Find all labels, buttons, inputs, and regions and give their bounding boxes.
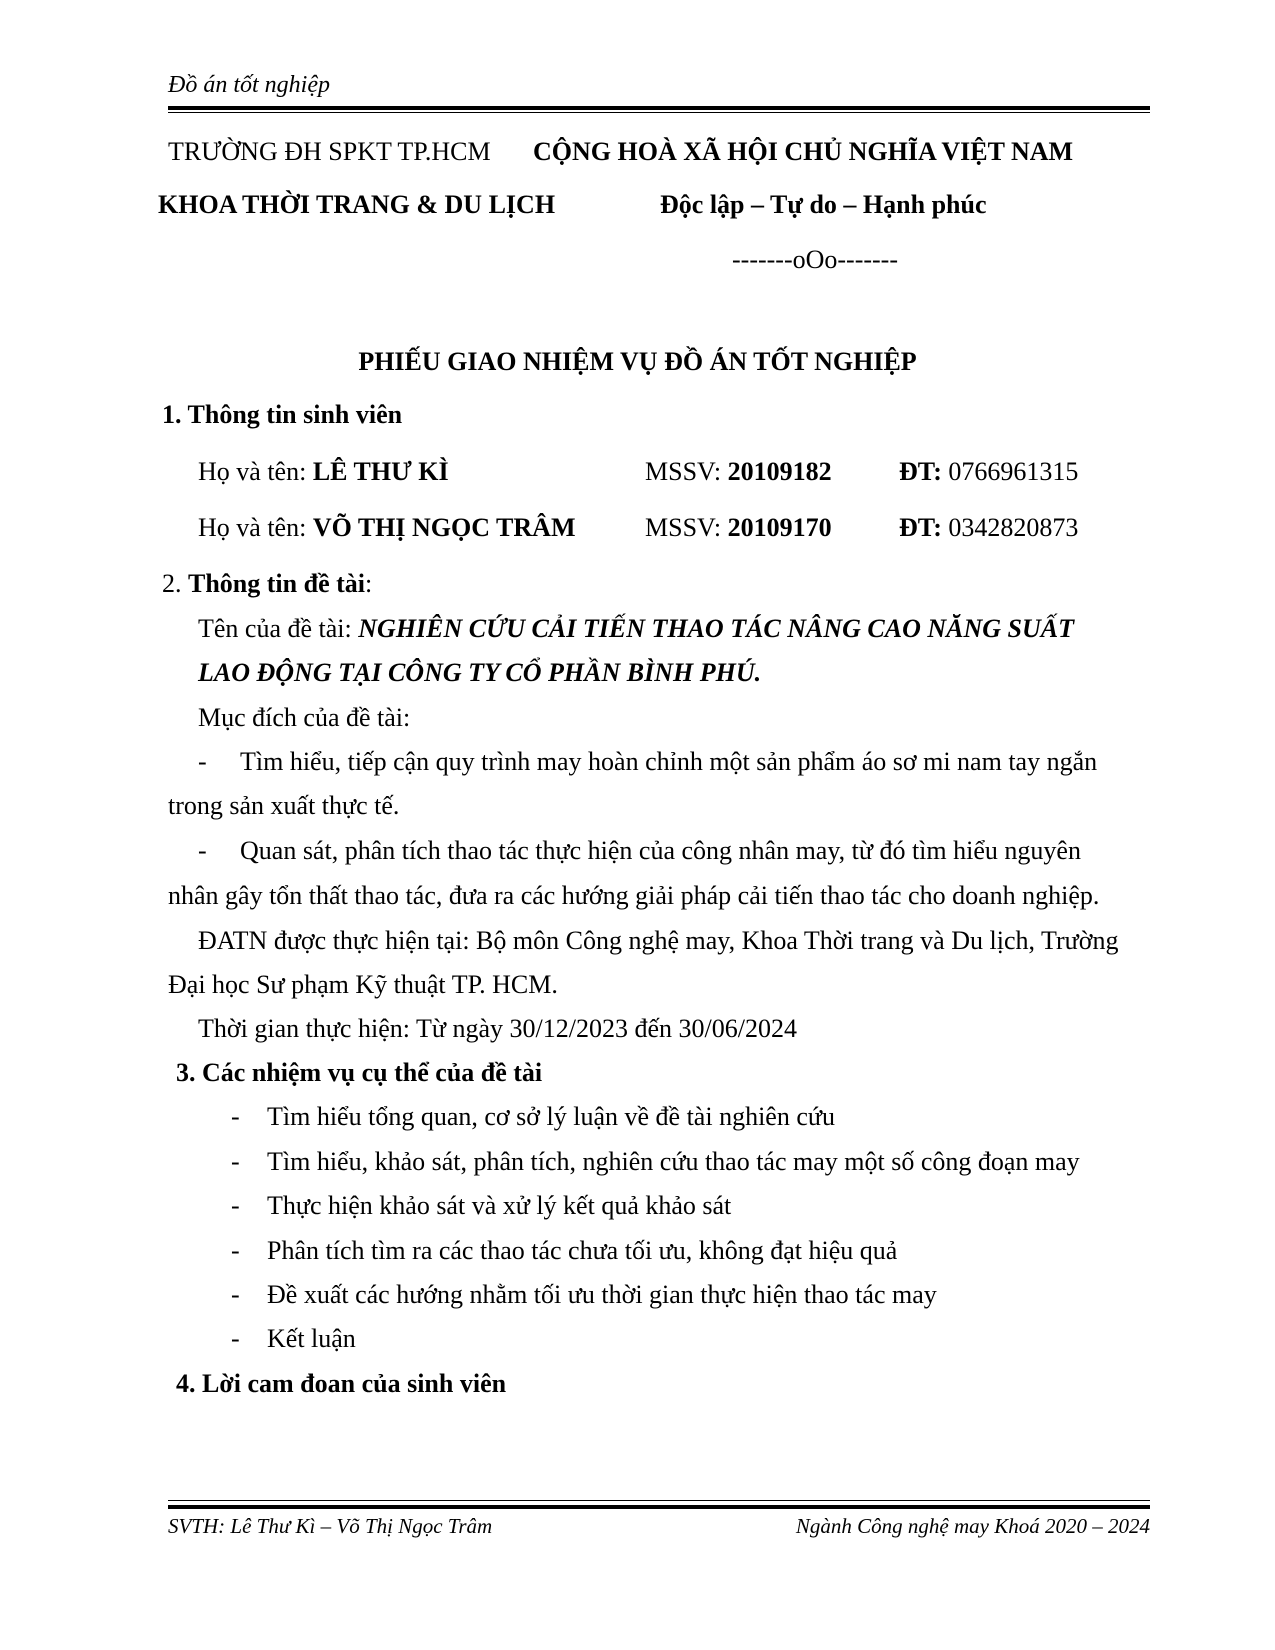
task-item: Kết luận <box>267 1324 356 1353</box>
footer-rule <box>168 1505 1150 1509</box>
place-line-2: Đại học Sư phạm Kỹ thuật TP. HCM. <box>168 970 558 999</box>
national-motto: Độc lập – Tự do – Hạnh phúc <box>660 190 987 219</box>
phone-label: ĐT: <box>899 513 942 542</box>
purpose-1-line-2: trong sản xuất thực tế. <box>168 791 400 820</box>
time-period: Thời gian thực hiện: Từ ngày 30/12/2023 đến 30/06/2024 <box>198 1014 797 1043</box>
task-item: Tìm hiểu tổng quan, cơ sở lý luận về đề tài nghiên cứu <box>267 1102 835 1131</box>
footer-students: SVTH: Lê Thư Kì – Võ Thị Ngọc Trâm <box>168 1514 493 1538</box>
bullet-dash: - <box>231 1102 240 1131</box>
phone-value: 0342820873 <box>941 513 1079 542</box>
bullet-dash: - <box>198 747 207 776</box>
section-title: Thông tin đề tài <box>188 569 365 598</box>
topic-line-1 <box>198 613 1074 645</box>
section-2-heading <box>162 568 372 600</box>
section-4-heading: 4. Lời cam đoan của sinh viên <box>176 1369 507 1398</box>
faculty-name: KHOA THỜI TRANG & DU LỊCH <box>158 190 556 219</box>
school-name: TRƯỜNG ĐH SPKT TP.HCM <box>168 137 491 166</box>
footer-major: Ngành Công nghệ may Khoá 2020 – 2024 <box>795 1514 1150 1538</box>
section-number: 2. <box>162 569 188 598</box>
purpose-1-line-1: Tìm hiểu, tiếp cận quy trình may hoàn chỉnh một sản phẩm áo sơ mi nam tay ngắn <box>240 747 1098 776</box>
task-item: Đề xuất các hướng nhằm tối ưu thời gian thực hiện thao tác may <box>267 1280 937 1309</box>
bullet-dash: - <box>198 836 207 865</box>
topic-line-2: LAO ĐỘNG TẠI CÔNG TY CỔ PHẦN BÌNH PHÚ. <box>198 658 762 687</box>
bullet-dash: - <box>231 1324 240 1353</box>
name-label: Họ và tên: <box>198 513 313 542</box>
country-name: CỘNG HOÀ XÃ HỘI CHỦ NGHĨA VIỆT NAM <box>533 137 1074 166</box>
student-name: LÊ THƯ KÌ <box>312 457 449 486</box>
colon: : <box>365 569 373 598</box>
id-label: MSSV: <box>645 513 728 542</box>
phone-value: 0766961315 <box>941 457 1079 486</box>
section-1-heading: 1. Thông tin sinh viên <box>162 400 403 429</box>
student-phone <box>899 512 1078 544</box>
topic-label: Tên của đề tài: <box>198 614 359 643</box>
id-label: MSSV: <box>645 457 728 486</box>
section-3-heading: 3. Các nhiệm vụ cụ thể của đề tài <box>176 1058 543 1087</box>
bullet-dash: - <box>231 1147 240 1176</box>
bullet-dash: - <box>231 1191 240 1220</box>
task-item: Tìm hiểu, khảo sát, phân tích, nghiên cứu thao tác may một số công đoạn may <box>267 1147 1080 1176</box>
header-rule-thin <box>168 112 1150 113</box>
document-title: PHIẾU GIAO NHIỆM VỤ ĐỒ ÁN TỐT NGHIỆP <box>358 347 917 376</box>
id-value: 20109182 <box>727 457 832 486</box>
header-rule <box>168 106 1150 110</box>
student-row <box>198 456 449 488</box>
phone-label: ĐT: <box>899 457 942 486</box>
place-line-1: ĐATN được thực hiện tại: Bộ môn Công nghệ may, Khoa Thời trang và Du lịch, Trường <box>198 926 1119 955</box>
separator: -------oOo------- <box>732 245 898 274</box>
task-item: Thực hiện khảo sát và xử lý kết quả khảo sát <box>267 1191 732 1220</box>
id-value: 20109170 <box>727 513 832 542</box>
student-name: VÕ THỊ NGỌC TRÂM <box>312 513 576 542</box>
student-row <box>198 512 576 544</box>
student-id <box>645 456 832 488</box>
purpose-2-line-2: nhân gây tổn thất thao tác, đưa ra các hướng giải pháp cải tiến thao tác cho doanh nghiệp. <box>168 881 1100 910</box>
bullet-dash: - <box>231 1280 240 1309</box>
task-item: Phân tích tìm ra các thao tác chưa tối ưu, không đạt hiệu quả <box>267 1236 898 1265</box>
bullet-dash: - <box>231 1236 240 1265</box>
student-phone <box>899 456 1078 488</box>
name-label: Họ và tên: <box>198 457 313 486</box>
running-header: Đồ án tốt nghiệp <box>168 72 330 98</box>
topic-title: NGHIÊN CỨU CẢI TIẾN THAO TÁC NÂNG CAO NĂNG SUẤT <box>358 614 1075 643</box>
purpose-label: Mục đích của đề tài: <box>198 703 411 732</box>
student-id <box>645 512 832 544</box>
purpose-2-line-1: Quan sát, phân tích thao tác thực hiện của công nhân may, từ đó tìm hiểu nguyên <box>240 836 1081 865</box>
footer-rule-thin <box>168 1500 1150 1501</box>
